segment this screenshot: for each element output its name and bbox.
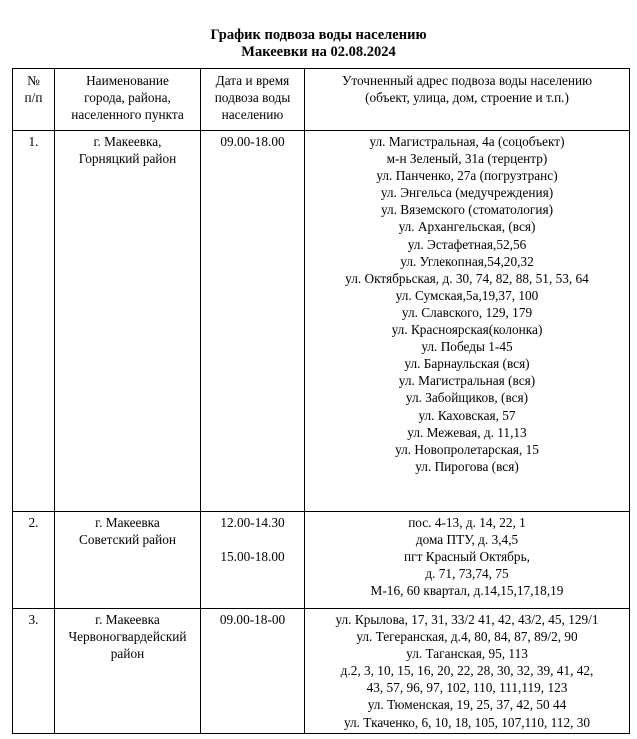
cell-text: 09.00-18.00 [220, 134, 285, 149]
address-line: ул. Барнаульская (вся) [404, 356, 530, 372]
header-number [13, 69, 55, 131]
header-name [55, 69, 201, 131]
cell-text: Горняцкий район [78, 151, 177, 167]
cell-text: Червоногвардейский [68, 629, 187, 645]
row-number [13, 131, 55, 512]
address-line: ул. Межевая, д. 11,13 [407, 424, 527, 440]
address-line: ул. Каховская, 57 [418, 407, 516, 423]
cell-text: г. Макеевка, [93, 134, 162, 149]
address-line: ул. Вяземского (стоматология) [380, 202, 554, 218]
cell-text: 09.00-18-00 [219, 612, 286, 627]
cell-text: 1. [28, 134, 39, 149]
address-line: ул. Октябрьская, д. 30, 74, 82, 88, 51, 53, 64 [345, 270, 589, 286]
row-district [55, 609, 201, 734]
cell-text: (объект, улица, дом, строение и т.п.) [365, 90, 569, 106]
cell-text: Уточненный адрес подвоза воды населению [341, 73, 593, 88]
address-line: ул. Магистральная, 4а (соцобъект) [369, 134, 565, 149]
cell-text: Советский район [79, 532, 176, 548]
cell-text: населению [221, 107, 284, 123]
address-line: ул. Таганская, 95, 113 [406, 646, 528, 662]
address-line: ул. Тюменская, 19, 25, 37, 42, 50 44 [367, 697, 567, 713]
address-line: дома ПТУ, д. 3,4,5 [415, 532, 519, 548]
address-line: ул. Магистральная (вся) [398, 373, 536, 389]
row-number [13, 512, 55, 609]
table-row [13, 131, 630, 512]
address-line: ул. Пирогова (вся) [415, 458, 519, 474]
cell-text: № [27, 73, 40, 88]
address-line: ул. Новопролетарская, 15 [395, 441, 539, 457]
address-line: пос. 4-13, д. 14, 22, 1 [408, 515, 526, 530]
address-line: ул. Славского, 129, 179 [401, 304, 533, 320]
cell-text: 2. [28, 515, 39, 530]
cell-text: район [110, 646, 145, 662]
row-time [201, 512, 305, 609]
address-line: М-16, 60 квартал, д.14,15,17,18,19 [370, 583, 564, 599]
row-district [55, 512, 201, 609]
row-time [201, 609, 305, 734]
header-address [305, 69, 630, 131]
cell-text: 3. [28, 612, 39, 627]
header-time [201, 69, 305, 131]
cell-text: Дата и время [215, 73, 290, 88]
address-line: 43, 57, 96, 97, 102, 110, 111,119, 123 [366, 680, 568, 696]
row-addresses [305, 512, 630, 609]
address-line: ул. Победы 1-45 [421, 339, 513, 355]
address-line: ул. Архангельская, (вся) [398, 219, 536, 235]
address-line: д.2, 3, 10, 15, 16, 20, 22, 28, 30, 32, 39, 41, 42, [340, 663, 594, 679]
address-line: ул. Энгельса (медучреждения) [380, 185, 554, 201]
row-addresses [305, 609, 630, 734]
address-line: ул. Крылова, 17, 31, 33/2 41, 42, 43/2, 45, 129/1 [335, 612, 599, 627]
cell-text: Наименование [86, 73, 169, 88]
cell-text: г. Макеевка [95, 612, 160, 627]
cell-text: п/п [24, 90, 43, 106]
cell-text: 12.00-14.30 [220, 515, 285, 530]
address-line: ул. Сумская,5а,19,37, 100 [395, 287, 539, 303]
address-line: ул. Забойщиков, (вся) [405, 390, 529, 406]
address-line: д. 71, 73,74, 75 [425, 566, 509, 582]
table-row [13, 609, 630, 734]
water-schedule-table [12, 68, 630, 734]
address-line: ул. Красноярская(колонка) [391, 322, 543, 338]
title-line-1: График подвоза воды населению [210, 27, 427, 43]
address-line: пгт Красный Октябрь, [404, 549, 530, 565]
cell-text: города, района, [84, 90, 171, 106]
cell-text: 15.00-18.00 [220, 549, 285, 565]
cell-text: населенного пункта [71, 107, 184, 123]
row-addresses [305, 131, 630, 512]
cell-text: г. Макеевка [95, 515, 160, 530]
address-line: ул. Ткаченко, 6, 10, 18, 105, 107,110, 112, 30 [343, 714, 591, 730]
title-line-2: Макеевки на 02.08.2024 [241, 44, 396, 60]
address-line: ул. Эстафетная,52,56 [407, 236, 527, 252]
address-line: ул. Углекопная,54,20,32 [400, 253, 534, 269]
row-number [13, 609, 55, 734]
address-line: ул. Тегеранская, д.4, 80, 84, 87, 89/2, 90 [356, 629, 578, 645]
table-row [13, 512, 630, 609]
address-line: ул. Панченко, 27а (погрузтранс) [376, 168, 558, 184]
document-title [0, 27, 637, 61]
cell-text: подвоза воды [214, 90, 291, 106]
address-line: м-н Зеленый, 31а (терцентр) [386, 151, 548, 167]
row-time [201, 131, 305, 512]
table-header-row [13, 69, 630, 131]
row-district [55, 131, 201, 512]
